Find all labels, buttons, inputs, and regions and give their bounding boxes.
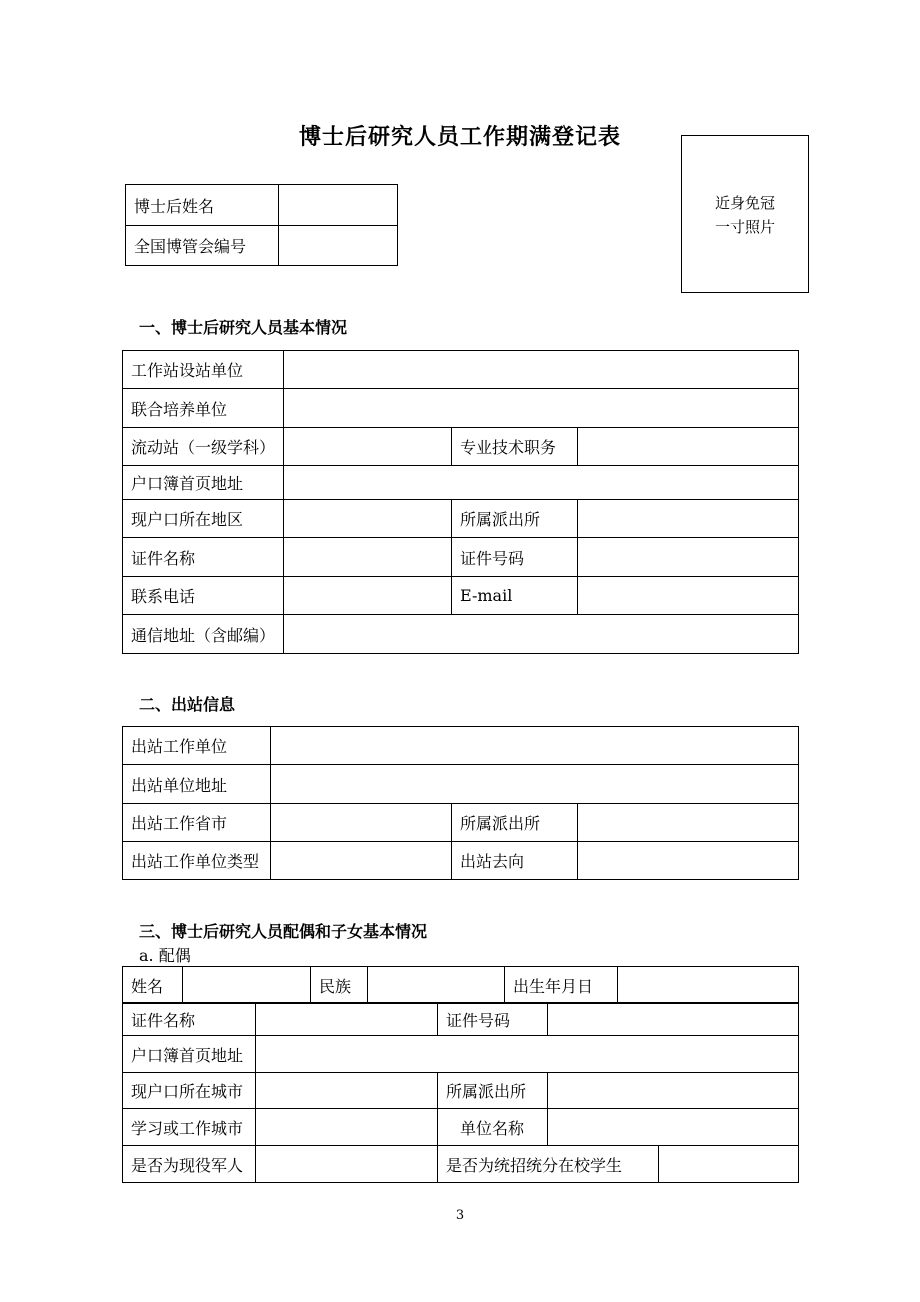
exit-unit-addr-field[interactable] [271, 765, 799, 804]
household-region-field[interactable] [284, 500, 452, 538]
exit-province-label: 出站工作省市 [123, 804, 271, 842]
spouse-city-label: 学习或工作城市 [123, 1109, 256, 1146]
mobile-station-label: 流动站（一级学科） [123, 428, 284, 466]
spouse-name-field[interactable] [183, 967, 311, 1004]
exit-work-unit-field[interactable] [271, 727, 799, 765]
spouse-police-label: 所属派出所 [438, 1073, 548, 1109]
form-title: 博士后研究人员工作期满登记表 [298, 125, 621, 150]
mail-addr-label: 通信地址（含邮编） [123, 615, 284, 654]
spouse-birth-label: 出生年月日 [505, 967, 618, 1004]
joint-unit-input[interactable] [292, 399, 798, 418]
joint-unit-field[interactable] [284, 389, 799, 428]
spouse-student-label: 是否为统招统分在校学生 [438, 1146, 659, 1183]
spouse-household-addr-label: 户口簿首页地址 [123, 1036, 256, 1073]
household-addr-label: 户口簿首页地址 [123, 466, 284, 500]
joint-unit-label: 联合培养单位 [123, 389, 284, 428]
spouse-name-input[interactable] [191, 976, 310, 995]
spouse-city-input[interactable] [264, 1118, 437, 1137]
spouse-cert-name-label: 证件名称 [123, 1003, 256, 1036]
mail-addr-field[interactable] [284, 615, 799, 654]
spouse-household-city-input[interactable] [264, 1081, 437, 1100]
spouse-household-addr-field[interactable] [256, 1036, 799, 1073]
spouse-ethnicity-input[interactable] [376, 976, 504, 995]
exit-work-unit-input[interactable] [279, 736, 798, 755]
cert-number-input[interactable] [586, 548, 798, 567]
police-station-label: 所属派出所 [452, 500, 578, 538]
cert-name-field[interactable] [284, 538, 452, 577]
phone-label: 联系电话 [123, 577, 284, 615]
registry-id-label: 全国博管会编号 [126, 226, 279, 266]
section3-heading: 三、博士后研究人员配偶和子女基本情况 [139, 922, 428, 941]
station-unit-input[interactable] [292, 360, 798, 379]
section2-table [122, 726, 799, 880]
spouse-household-city-field[interactable] [256, 1073, 438, 1109]
mobile-station-input[interactable] [292, 437, 451, 456]
header-table [125, 184, 398, 266]
spouse-ethnicity-field[interactable] [368, 967, 505, 1004]
spouse-soldier-label: 是否为现役军人 [123, 1146, 256, 1183]
exit-unit-addr-input[interactable] [279, 775, 798, 794]
spouse-ethnicity-label: 民族 [311, 967, 368, 1004]
exit-unit-type-input[interactable] [279, 851, 451, 870]
household-region-input[interactable] [292, 509, 451, 528]
email-input[interactable] [586, 586, 798, 605]
spouse-name-label: 姓名 [123, 967, 183, 1004]
spouse-detail-table [122, 1002, 799, 1183]
postdoc-name-input[interactable] [287, 196, 397, 215]
spouse-cert-name-field[interactable] [256, 1003, 438, 1036]
section1-table [122, 350, 799, 654]
mail-addr-input[interactable] [292, 625, 798, 644]
postdoc-name-label: 博士后姓名 [126, 185, 279, 226]
spouse-cert-number-input[interactable] [556, 1010, 798, 1029]
spouse-soldier-field[interactable] [256, 1146, 438, 1183]
spouse-student-input[interactable] [667, 1155, 798, 1174]
spouse-cert-number-label: 证件号码 [438, 1003, 548, 1036]
phone-field[interactable] [284, 577, 452, 615]
spouse-police-field[interactable] [548, 1073, 799, 1109]
title-position-input[interactable] [586, 437, 798, 456]
section1-heading: 一、博士后研究人员基本情况 [139, 318, 348, 337]
spouse-unit-name-field[interactable] [548, 1109, 799, 1146]
title-position-field[interactable] [578, 428, 799, 466]
exit-province-field[interactable] [271, 804, 452, 842]
phone-input[interactable] [292, 586, 451, 605]
household-addr-field[interactable] [284, 466, 799, 500]
exit-province-input[interactable] [279, 813, 451, 832]
spouse-police-input[interactable] [556, 1081, 798, 1100]
spouse-birth-input[interactable] [626, 976, 798, 995]
spouse-name-table [122, 966, 799, 1004]
exit-police-field[interactable] [578, 804, 799, 842]
spouse-household-addr-input[interactable] [264, 1045, 798, 1064]
household-region-label: 现户口所在地区 [123, 500, 284, 538]
exit-work-unit-label: 出站工作单位 [123, 727, 271, 765]
spouse-cert-number-field[interactable] [548, 1003, 799, 1036]
station-unit-field[interactable] [284, 351, 799, 389]
cert-name-input[interactable] [292, 548, 451, 567]
postdoc-name-field[interactable] [279, 185, 398, 226]
cert-number-field[interactable] [578, 538, 799, 577]
spouse-soldier-input[interactable] [264, 1155, 437, 1174]
exit-unit-type-label: 出站工作单位类型 [123, 842, 271, 880]
spouse-student-field[interactable] [659, 1146, 799, 1183]
spouse-unit-name-input[interactable] [556, 1118, 798, 1137]
spouse-city-field[interactable] [256, 1109, 438, 1146]
email-label: E-mail [452, 577, 578, 615]
photo-placeholder [681, 135, 809, 293]
page-number: 3 [455, 1208, 465, 1223]
exit-destination-field[interactable] [578, 842, 799, 880]
spouse-household-city-label: 现户口所在城市 [123, 1073, 256, 1109]
section3-subheading: a. 配偶 [139, 946, 191, 965]
exit-police-label: 所属派出所 [452, 804, 578, 842]
station-unit-label: 工作站设站单位 [123, 351, 284, 389]
mobile-station-field[interactable] [284, 428, 452, 466]
registry-id-field[interactable] [279, 226, 398, 266]
photo-line-1: 近身免冠 [714, 194, 775, 212]
spouse-cert-name-input[interactable] [264, 1010, 437, 1029]
cert-number-label: 证件号码 [452, 538, 578, 577]
exit-destination-label: 出站去向 [452, 842, 578, 880]
spouse-unit-name-label: 单位名称 [438, 1109, 548, 1146]
exit-unit-type-field[interactable] [271, 842, 452, 880]
household-addr-input[interactable] [292, 473, 798, 492]
email-field[interactable] [578, 577, 799, 615]
exit-unit-addr-label: 出站单位地址 [123, 765, 271, 804]
title-position-label: 专业技术职务 [452, 428, 578, 466]
exit-police-input[interactable] [586, 813, 798, 832]
photo-line-2: 一寸照片 [714, 218, 775, 236]
police-station-input[interactable] [586, 509, 798, 528]
cert-name-label: 证件名称 [123, 538, 284, 577]
exit-destination-input[interactable] [586, 851, 798, 870]
section2-heading: 二、出站信息 [139, 695, 236, 714]
police-station-field[interactable] [578, 500, 799, 538]
registry-id-input[interactable] [287, 236, 397, 255]
spouse-birth-field[interactable] [618, 967, 799, 1004]
